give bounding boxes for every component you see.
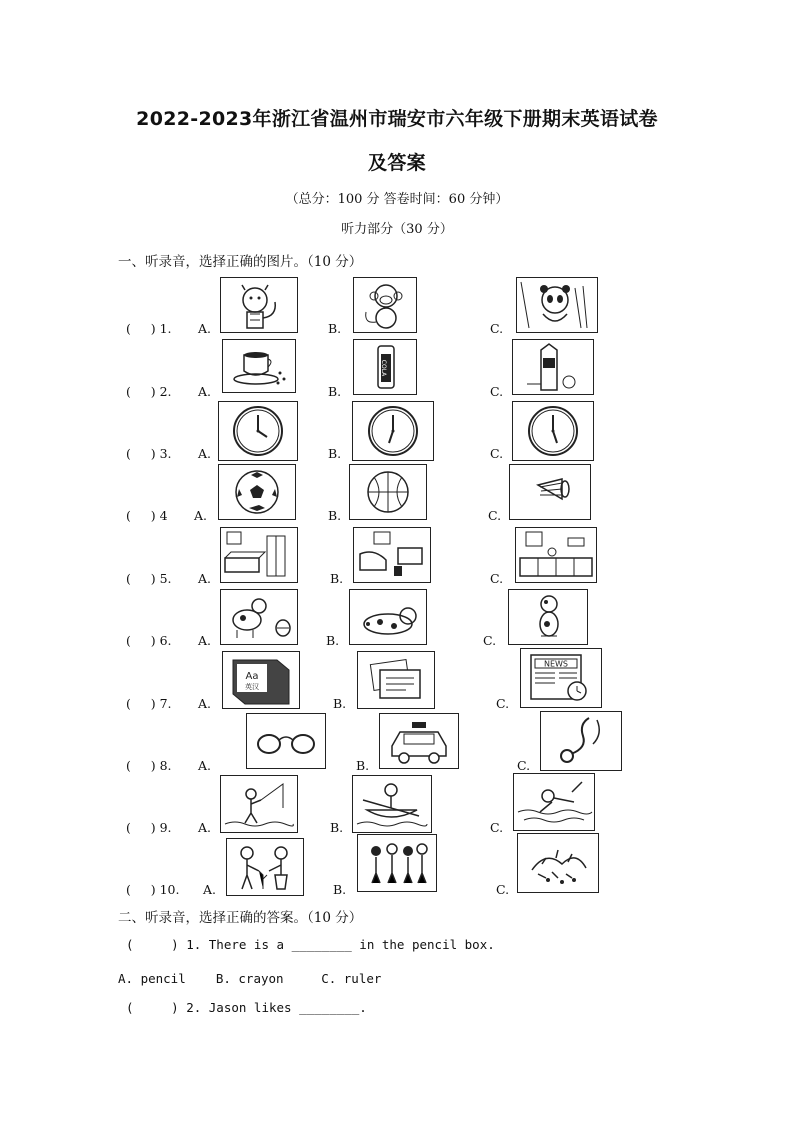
section2-question-1: ( ) 1. There is a ________ in the pencil box. — [126, 937, 495, 952]
option-c-label: C. — [490, 446, 504, 461]
rowing-icon — [352, 775, 432, 833]
option-c-label: C. — [490, 384, 504, 399]
clock-icon — [512, 401, 594, 461]
option-a-label: A. — [198, 571, 212, 586]
litter-icon — [517, 833, 599, 893]
option-b-label: B. — [328, 384, 342, 399]
question-label: ( ) 10. — [126, 882, 180, 897]
svg-text:NEWS: NEWS — [543, 659, 569, 669]
option-a-label: A. — [198, 321, 212, 336]
living-room-icon — [353, 527, 431, 583]
basketball-icon — [349, 464, 427, 520]
exam-meta: （总分：100 分 答卷时间：60 分钟） — [285, 192, 509, 207]
option-c-label: C. — [490, 321, 504, 336]
panda-icon — [516, 277, 598, 333]
option-a-label: A. — [198, 820, 212, 835]
svg-text:Aa: Aa — [245, 671, 259, 682]
option-b-label: B. — [333, 882, 347, 897]
document-title-line2: 及答案 — [368, 152, 426, 174]
section2-question-2: ( ) 2. Jason likes ________. — [126, 1000, 367, 1015]
option-a-label: A. — [198, 384, 212, 399]
listening-part-heading: 听力部分（30 分） — [341, 222, 453, 237]
dog-lying-icon — [349, 589, 427, 645]
option-a-label: A. — [198, 758, 212, 773]
swimming-icon — [513, 773, 595, 831]
dog-sitting-icon — [508, 589, 588, 645]
option-a-label: A. — [198, 696, 212, 711]
question-label: ( ) 7. — [126, 696, 172, 711]
option-c-label: C. — [490, 820, 504, 835]
shuttlecock-icon — [509, 464, 591, 520]
fishing-icon — [220, 775, 298, 833]
option-b-label: B. — [356, 758, 370, 773]
clock-icon — [352, 401, 434, 461]
option-b-label: B. — [326, 633, 340, 648]
option-c-label: C. — [517, 758, 531, 773]
handcuffs-icon — [246, 713, 326, 769]
option-b-label: B. — [330, 820, 344, 835]
question-label: ( ) 8. — [126, 758, 172, 773]
option-b-label: B. — [328, 446, 342, 461]
option-b-label: B. — [328, 508, 342, 523]
question-label: ( ) 2. — [126, 384, 172, 399]
question-label: ( ) 4 — [126, 508, 168, 523]
option-b-label: B. — [330, 571, 344, 586]
monkey-icon — [353, 277, 417, 333]
option-c-label: C. — [496, 696, 510, 711]
coffee-cup-icon — [222, 339, 296, 393]
planting-trees-icon — [226, 838, 304, 896]
cola-can-icon — [353, 339, 417, 395]
option-b-label: B. — [333, 696, 347, 711]
svg-text:英汉: 英汉 — [245, 683, 259, 691]
option-a-label: A. — [203, 882, 217, 897]
option-c-label: C. — [488, 508, 502, 523]
option-a-label: A. — [198, 446, 212, 461]
option-a-label: A. — [194, 508, 208, 523]
section2-question-1-options: A. pencil B. crayon C. ruler — [118, 971, 382, 986]
section2-heading: 二、听录音，选择正确的答案。（10 分） — [118, 910, 363, 926]
newspaper-icon — [520, 648, 602, 708]
question-label: ( ) 9. — [126, 820, 172, 835]
taxi-icon — [379, 713, 459, 769]
document-title-line1: 2022-2023年浙江省温州市瑞安市六年级下册期末英语试卷 — [136, 108, 658, 130]
question-label: ( ) 6. — [126, 633, 172, 648]
question-label: ( ) 1. — [126, 321, 172, 336]
question-label: ( ) 3. — [126, 446, 172, 461]
option-a-label: A. — [198, 633, 212, 648]
option-c-label: C. — [483, 633, 497, 648]
option-c-label: C. — [496, 882, 510, 897]
kitchen-icon — [515, 527, 597, 583]
dictionary-icon — [222, 651, 300, 709]
clock-icon — [218, 401, 298, 461]
letters-icon — [357, 651, 435, 709]
dog-playing-icon — [220, 589, 298, 645]
bedroom-icon — [220, 527, 298, 583]
option-c-label: C. — [490, 571, 504, 586]
children-group-icon — [357, 834, 437, 892]
stethoscope-icon — [540, 711, 622, 771]
section1-heading: 一、听录音，选择正确的图片。（10 分） — [118, 254, 363, 270]
option-b-label: B. — [328, 321, 342, 336]
svg-text:COLA: COLA — [380, 359, 387, 377]
football-icon — [218, 464, 296, 520]
question-label: ( ) 5. — [126, 571, 172, 586]
milk-carton-icon — [512, 339, 594, 395]
tiger-icon — [220, 277, 298, 333]
